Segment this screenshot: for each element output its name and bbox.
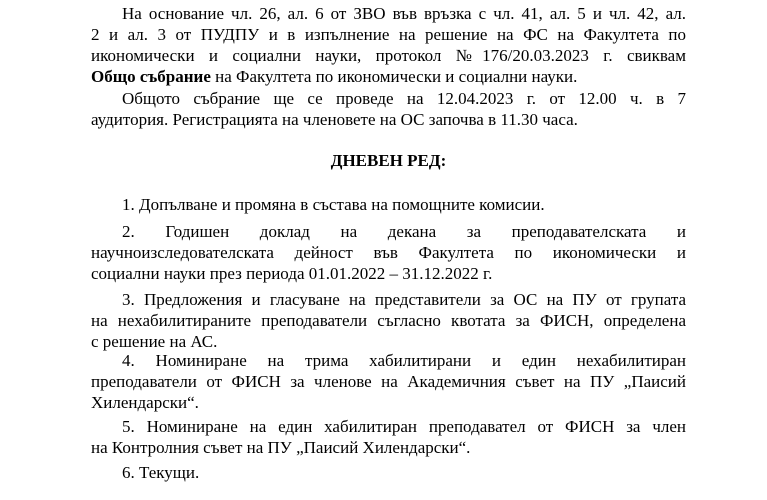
agenda-item-5-line-2: на Контролния съвет на ПУ „Паисий Хилендарски“. xyxy=(91,438,471,457)
general-assembly-bold: Общо събрание xyxy=(91,67,211,86)
intro-line-4-rest: на Факултета по икономически и социални науки. xyxy=(210,67,578,86)
intro-line-1: На основание чл. 26, ал. 6 от ЗВО във връзка с чл. 41, ал. 5 и чл. 42, ал. xyxy=(122,4,686,23)
agenda-item-1 xyxy=(91,194,686,215)
agenda-item-4-line-1: 4. Номиниране на трима хабилитирани и един нехабилитиран xyxy=(122,351,686,370)
agenda-item-5 xyxy=(91,416,686,458)
agenda-item-3 xyxy=(91,289,686,352)
agenda-item-1-line-1: 1. Допълване и промяна в състава на помощните комисии. xyxy=(122,195,545,214)
meeting-line-1: Общото събрание ще се проведе на 12.04.2023 г. от 12.00 ч. в 7 xyxy=(122,89,686,108)
intro-line-4 xyxy=(91,66,686,87)
intro-paragraph xyxy=(91,3,686,87)
agenda-item-4-line-3: Хилендарски“. xyxy=(91,393,199,412)
agenda-item-4-line-2: преподаватели от ФИСН за членове на Академичния съвет на ПУ „Паисий xyxy=(91,372,686,391)
agenda-item-3-line-3: с решение на АС. xyxy=(91,332,218,351)
agenda-item-2-line-3: социални науки през периода 01.01.2022 – 31.12.2022 г. xyxy=(91,264,493,283)
agenda-item-6-line-1: 6. Текущи. xyxy=(122,463,200,482)
agenda-item-3-line-1: 3. Предложения и гласуване на представители за ОС на ПУ от групата xyxy=(122,290,686,309)
agenda-item-2-line-2: научноизследователската дейност във Факултета по икономически и xyxy=(91,243,686,262)
agenda-item-3-line-2: на нехабилитираните преподаватели съгласно квотата за ФИСН, определена xyxy=(91,311,686,330)
meeting-paragraph xyxy=(91,88,686,130)
agenda-title: ДНЕВЕН РЕД: xyxy=(330,151,447,170)
intro-line-3: икономически и социални науки, протокол №176/20.03.2023 г. свиквам xyxy=(91,46,686,65)
agenda-item-2-line-1: 2. Годишен доклад на декана за преподавателската и xyxy=(122,222,686,241)
agenda-item-5-line-1: 5. Номиниране на един хабилитиран преподавател от ФИСН за член xyxy=(122,417,686,436)
intro-line-2: 2 и ал. 3 от ПУДПУ и в изпълнение на решение на ФС на Факултета по xyxy=(91,25,686,44)
meeting-line-2: аудитория. Регистрацията на членовете на ОС започва в 11.30 часа. xyxy=(91,110,578,129)
agenda-item-2 xyxy=(91,221,686,284)
agenda-item-6 xyxy=(91,462,686,483)
agenda-item-4 xyxy=(91,350,686,413)
